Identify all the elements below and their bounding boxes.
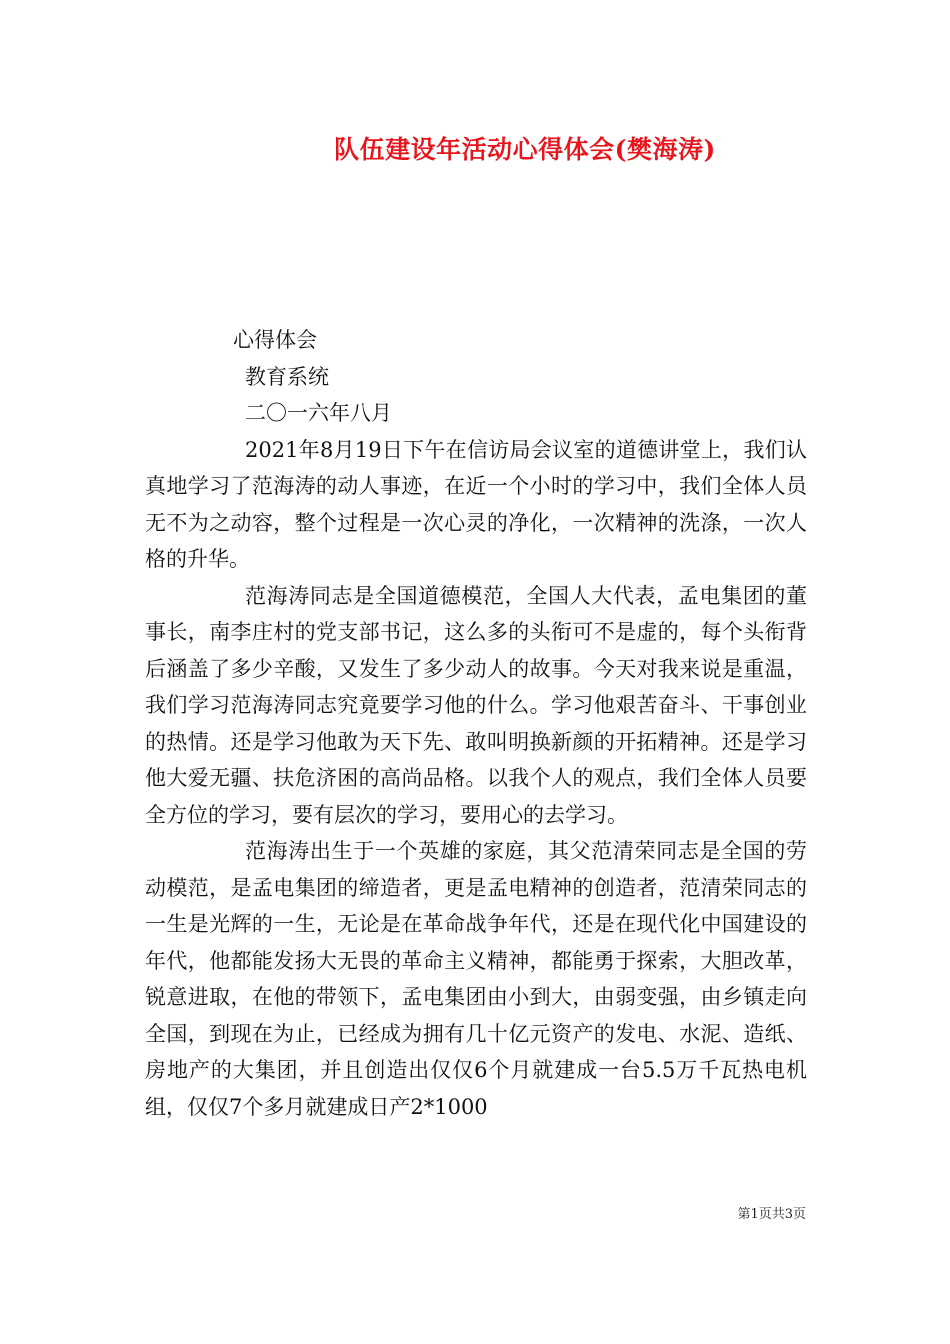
doc-organization: 教育系统 xyxy=(245,364,329,389)
doc-date: 二〇一六年八月 xyxy=(245,401,392,425)
paragraph-2: 范海涛同志是全国道德模范，全国人大代表，孟电集团的董事长，南李庄村的党支部书记，这么多的头衔可不是虚的，每个头衔背后涵盖了多少辛酸，又发生了多少动人的故事。今天对我来说是重温，我们学习范海涛同志究竟要学习他的什么。学习他艰苦奋斗、干事创业的热情。还是学习他敢为天下先、敢叫明换新颜的开拓精神。还是学习他大爱无疆、扶危济困的高尚品格。以我个人的观点，我们全体人员要全方位的学习，要有层次的学习，要用心的去学习。 xyxy=(145,583,807,827)
doc-heading: 心得体会 xyxy=(233,328,317,352)
paragraph-1: 2021年8月19日下午在信访局会议室的道德讲堂上，我们认真地学习了范海涛的动人事迹，在近一个小时的学习中，我们全体人员无不为之动容，整个过程是一次心灵的净化，一次精神的洗涤，一次人格的升华。 xyxy=(145,437,807,571)
document-title: 队伍建设年活动心得体会(樊海涛) xyxy=(334,135,716,164)
page-number: 第1页共3页 xyxy=(737,1207,806,1222)
paragraph-3: 范海涛出生于一个英雄的家庭，其父范清荣同志是全国的劳动模范，是孟电集团的缔造者，更是孟电精神的创造者，范清荣同志的一生是光辉的一生，无论是在革命战争年代，还是在现代化中国建设的年代，他都能发扬大无畏的革命主义精神，都能勇于探索，大胆改革，锐意进取，在他的带领下，孟电集团由小到大，由弱变强，由乡镇走向全国，到现在为止，已经成为拥有几十亿元资产的发电、水泥、造纸、房地产的大集团，并且创造出仅仅6个月就建成一台5.5万千瓦热电机组，仅仅7个多月就建成日产2*1000 xyxy=(145,839,807,1119)
document-body xyxy=(145,322,807,1125)
